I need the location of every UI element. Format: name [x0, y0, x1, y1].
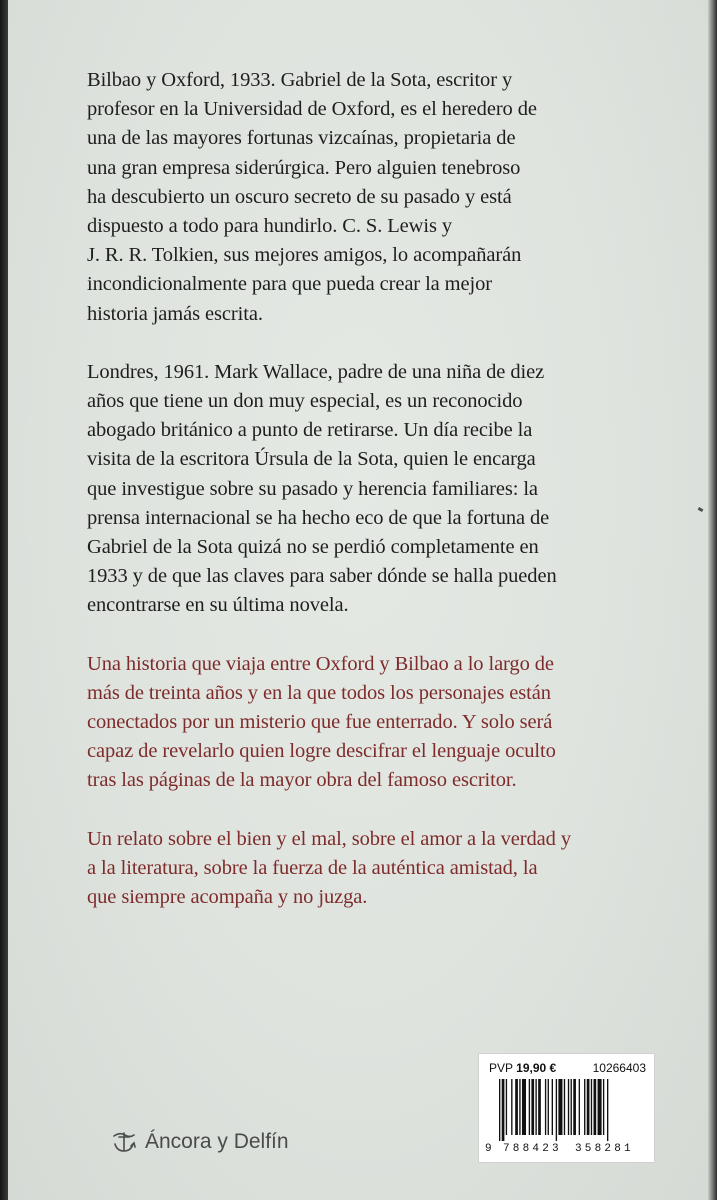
- blurb-line: una de las mayores fortunas vizcaínas, propietaria de: [87, 127, 516, 150]
- barcode-bar: [568, 1079, 569, 1135]
- ean-right-group: 358281: [575, 1143, 634, 1155]
- blurb-line: Una historia que viaja entre Oxford y Bilbao a lo largo de: [87, 652, 554, 675]
- barcode-bar: [499, 1079, 500, 1141]
- price-row: [489, 1059, 646, 1077]
- blurb-paragraph-1: [87, 66, 647, 329]
- blurb-line: 1933 y de que las claves para saber dónde se halla pueden: [87, 565, 557, 588]
- ean-left-group: 788423: [503, 1143, 562, 1155]
- barcode-bar: [603, 1079, 604, 1135]
- barcode-bar: [552, 1079, 553, 1135]
- blurb-line: capaz de revelarlo quien logre descifrar el lenguaje oculto: [87, 740, 556, 763]
- barcode-bar: [591, 1079, 592, 1135]
- barcode-bar: [545, 1079, 546, 1135]
- blurb-line: Un relato sobre el bien y el mal, sobre el amor a la verdad y: [87, 827, 572, 850]
- cover-right-edge: [708, 0, 717, 1200]
- publisher-name: Áncora y Delfín: [145, 1130, 289, 1153]
- barcode-bar: [587, 1079, 590, 1135]
- cover-left-edge: [0, 0, 8, 1200]
- barcode-bar: [584, 1079, 585, 1135]
- blurb-text: [87, 66, 647, 912]
- barcode-bar: [548, 1079, 549, 1135]
- blurb-line: años que tiene un don muy especial, es un reconocido: [87, 390, 523, 413]
- internal-code: 10266403: [592, 1061, 646, 1075]
- barcode-bar: [556, 1079, 557, 1141]
- blurb-line: Gabriel de la Sota quizá no se perdió completamente en: [87, 536, 539, 559]
- blurb-line: incondicionalmente para que pueda crear la mejor: [87, 273, 493, 296]
- barcode-bar: [522, 1079, 526, 1135]
- ean-first-digit: 9: [485, 1143, 492, 1155]
- ean-barcode-icon: [497, 1079, 647, 1141]
- barcode-bar: [571, 1079, 572, 1135]
- barcode-bar: [511, 1079, 512, 1135]
- blurb-line: abogado británico a punto de retirarse. Un día recibe la: [87, 419, 533, 442]
- blurb-line: más de treinta años y en la que todos los personajes están: [87, 681, 551, 704]
- blurb-line: conectados por un misterio que fue enterrado. Y solo será: [87, 711, 553, 734]
- blurb-line: ha descubierto un oscuro secreto de su pasado y está: [87, 185, 512, 208]
- barcode-bar: [538, 1079, 541, 1135]
- blurb-line: prensa internacional se ha hecho eco de que la fortuna de: [87, 506, 550, 529]
- barcode-bar: [519, 1079, 520, 1135]
- cover-scuff-mark: [698, 507, 704, 512]
- blurb-line: a la literatura, sobre la fuerza de la auténtica amistad, la: [87, 856, 538, 879]
- blurb-line: que investigue sobre su pasado y herencia familiares: la: [87, 477, 538, 500]
- anchor-dolphin-logo-icon: [111, 1130, 137, 1154]
- barcode-bar: [607, 1079, 608, 1141]
- publisher-logo: [111, 1127, 289, 1157]
- blurb-line: Bilbao y Oxford, 1933. Gabriel de la Sota, escritor y: [87, 69, 513, 91]
- barcode-bar: [558, 1079, 562, 1135]
- blurb-line: Londres, 1961. Mark Wallace, padre de una niña de diez: [87, 360, 545, 383]
- barcode-bar: [579, 1079, 580, 1135]
- barcode-bar: [535, 1079, 536, 1135]
- blurb-line: tras las páginas de la mayor obra del famoso escritor.: [87, 769, 517, 792]
- barcode-bar: [564, 1079, 565, 1135]
- blurb-line: J. R. R. Tolkien, sus mejores amigos, lo acompañarán: [87, 244, 522, 267]
- ean-digits: [485, 1143, 649, 1157]
- barcode-bar: [598, 1079, 602, 1135]
- blurb-line: historia jamás escrita.: [87, 302, 263, 325]
- blurb-paragraph-3: [87, 650, 647, 796]
- price-value: 19,90 €: [516, 1061, 557, 1075]
- pvp-label: PVP: [489, 1061, 513, 1075]
- blurb-line: encontrarse en su última novela.: [87, 594, 349, 617]
- barcode-bar: [531, 1079, 534, 1135]
- price-text: [489, 1061, 556, 1075]
- barcode-bar: [529, 1079, 530, 1135]
- barcode-bar: [502, 1079, 505, 1141]
- blurb-line: que siempre acompaña y no juzga.: [87, 886, 368, 909]
- back-cover: [8, 0, 708, 1200]
- barcode-bar: [506, 1079, 507, 1135]
- blurb-paragraph-4: [87, 825, 647, 913]
- blurb-line: una gran empresa siderúrgica. Pero alguien tenebroso: [87, 156, 521, 179]
- barcode-bar: [515, 1079, 518, 1135]
- barcode-bar: [573, 1079, 576, 1135]
- blurb-line: dispuesto a todo para hundirlo. C. S. Lewis y: [87, 215, 453, 238]
- blurb-paragraph-2: [87, 358, 647, 621]
- blurb-line: profesor en la Universidad de Oxford, es el heredero de: [87, 98, 537, 121]
- barcode-label: [478, 1053, 655, 1163]
- barcode-bar: [594, 1079, 597, 1135]
- blurb-line: visita de la escritora Úrsula de la Sota, quien le encarga: [87, 448, 536, 471]
